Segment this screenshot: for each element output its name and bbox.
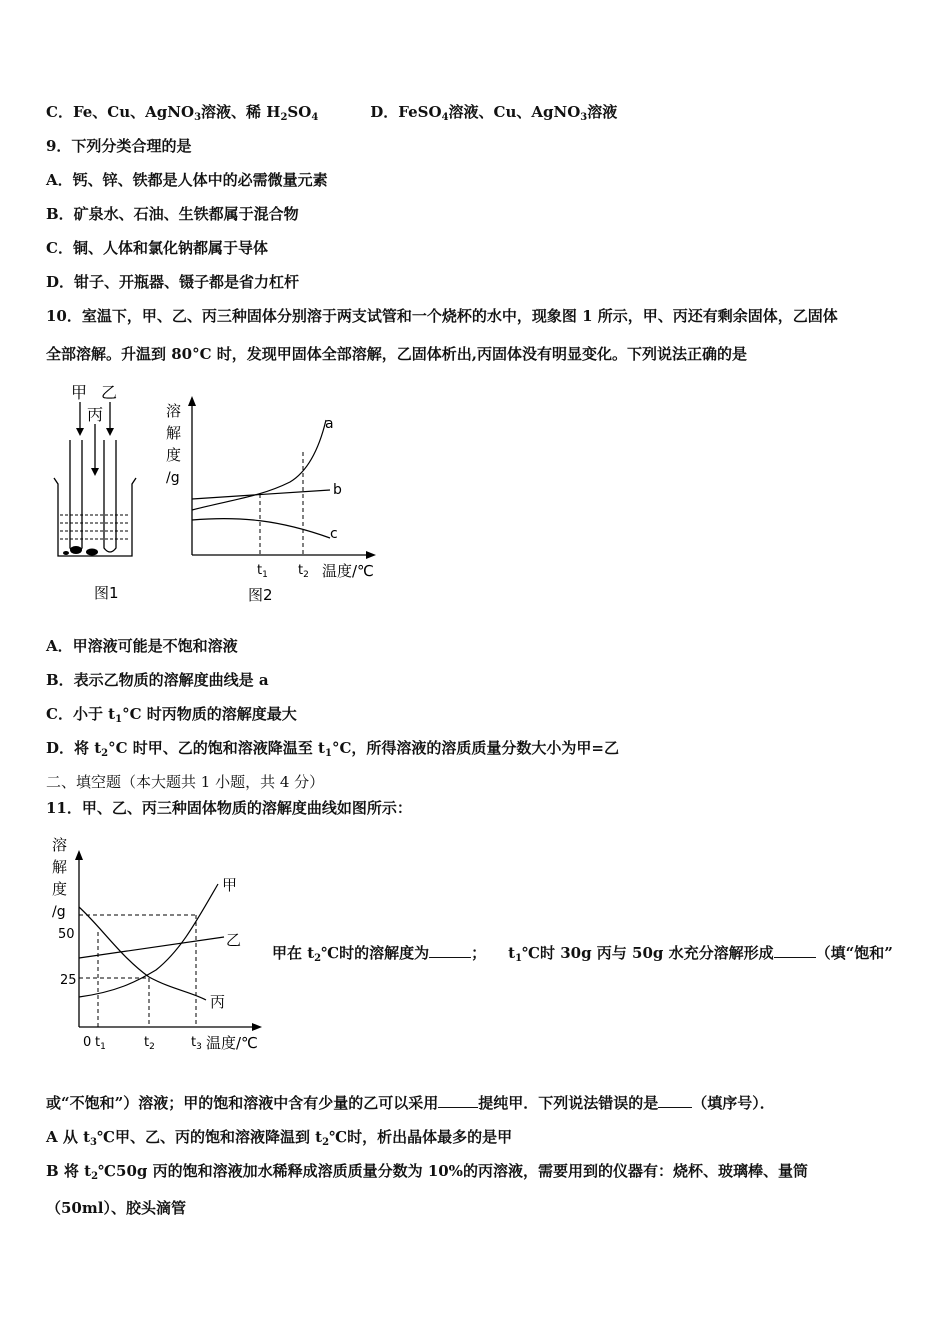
curve-a-label: a (325, 416, 334, 432)
answer-blank-4[interactable] (658, 1093, 692, 1108)
ylabel-char: 度 (166, 446, 182, 464)
q10-figure1 (46, 378, 146, 608)
q9-stem: 9．下列分类合理的是 (46, 137, 192, 155)
q10-stem-line1: 10．室温下，甲、乙、丙三种固体分别溶于两支试管和一个烧杯的水中，现象图 1 所示，甲、丙还有剩余固体，乙固体 (46, 307, 838, 325)
q10-option-c: C．小于 $t_1^\circ C$ 时丙物质的溶解度最大 (46, 705, 297, 725)
y-tick-50: 50 (58, 927, 75, 942)
q10-option-d: D．将 $t_2^\circ C$ 时甲、乙的饱和溶液降温至 $t_1^\circ C$，所得溶液的溶质质量分数大小为甲=乙 (46, 739, 619, 759)
label-jia: 甲 (71, 383, 88, 402)
q10-figure2 (160, 390, 390, 610)
y-tick-25: 25 (60, 973, 77, 988)
ylabel-char: 溶 (52, 836, 68, 854)
ylabel-char: 溶 (166, 402, 182, 420)
curve-jia-label: 甲 (222, 876, 238, 894)
ylabel-char: 解 (52, 858, 68, 876)
label-yi: 乙 (101, 383, 118, 402)
answer-blank-1[interactable] (429, 943, 471, 958)
ylabel-char: /g (52, 904, 66, 920)
q11-graph (46, 832, 276, 1057)
q9-option-a: A．钙、锌、铁都是人体中的必需微量元素 (46, 171, 328, 189)
fig2-caption: 图2 (248, 586, 273, 604)
curve-yi (79, 937, 224, 958)
q10-stem-line2: 全部溶解。升温到 80°C 时，发现甲固体全部溶解，乙固体析出,丙固体没有明显变化。下列说法正确的是 (46, 345, 747, 363)
x-axis-label: 温度/℃ (322, 562, 374, 580)
ylabel-char: 度 (52, 880, 68, 898)
x-tick-t2: $t_2$ (144, 1035, 155, 1052)
answer-blank-2[interactable] (774, 943, 816, 958)
x-tick-t1: $t_1$ (95, 1035, 106, 1052)
q11-stem: 11．甲、乙、丙三种固体物质的溶解度曲线如图所示： (46, 799, 412, 817)
fig1-caption: 图1 (94, 584, 119, 602)
x-axis-label: 温度/℃ (206, 1034, 258, 1052)
q11-option-b: B 将 $t_2℃50g$ 丙的饱和溶液加水稀释成溶质质量分数为 10%的丙溶液，需要用到的仪器有：烧杯、玻璃棒、量筒 (46, 1162, 808, 1182)
tick-t1: $t_1$ (257, 563, 268, 580)
curve-c (192, 519, 330, 538)
x-tick-0: 0 (83, 1035, 92, 1050)
curve-yi-label: 乙 (226, 931, 242, 949)
q11-option-a: A 从 $t_3℃$甲、乙、丙的饱和溶液降温到 $t_2℃$时，析出晶体最多的是甲 (46, 1128, 513, 1148)
q10-option-b: B．表示乙物质的溶解度曲线是 a (46, 671, 269, 689)
q8-options-row (46, 102, 617, 128)
q8-option-c: C．Fe、Cu、AgNO$_3$溶液、稀 $H_2SO_4$ (46, 103, 319, 123)
curve-bing-label: 丙 (210, 993, 226, 1011)
tick-t2: $t_2$ (298, 563, 309, 580)
answer-blank-3[interactable] (438, 1093, 478, 1108)
curve-b-label: b (333, 482, 342, 498)
label-bing: 丙 (87, 405, 104, 424)
q9-option-d: D．钳子、开瓶器、镊子都是省力杠杆 (46, 273, 300, 291)
ylabel-char: 解 (166, 424, 182, 442)
section-title: 二、填空题（本大题共 1 小题，共 4 分） (46, 773, 325, 791)
q9-option-c: C．铜、人体和氯化钠都属于导体 (46, 239, 268, 257)
q9-option-b: B．矿泉水、石油、生铁都属于混合物 (46, 205, 299, 223)
x-tick-t3: $t_3$ (191, 1035, 202, 1052)
q11-option-b-line2: （50ml）、胶头滴管 (46, 1199, 186, 1217)
curve-b (192, 490, 330, 499)
curve-a (192, 420, 326, 510)
curve-c-label: c (330, 526, 338, 542)
q10-option-a: A．甲溶液可能是不饱和溶液 (46, 637, 238, 655)
ylabel-char: /g (166, 470, 180, 486)
q8-option-d: D．FeSO$_4$溶液、Cu、AgNO$_3$溶液 (370, 103, 618, 123)
q11-continuation: 或“不饱和”）溶液；甲的饱和溶液中含有少量的乙可以采用 提纯甲．下列说法错误的是 （填序号）． (46, 1094, 775, 1112)
q11-side-text: 甲在 $t_2℃$时的溶解度为 ； $t_1℃$时 30g 丙与 50g 水充分溶解形成 （填“饱和” (272, 944, 893, 964)
